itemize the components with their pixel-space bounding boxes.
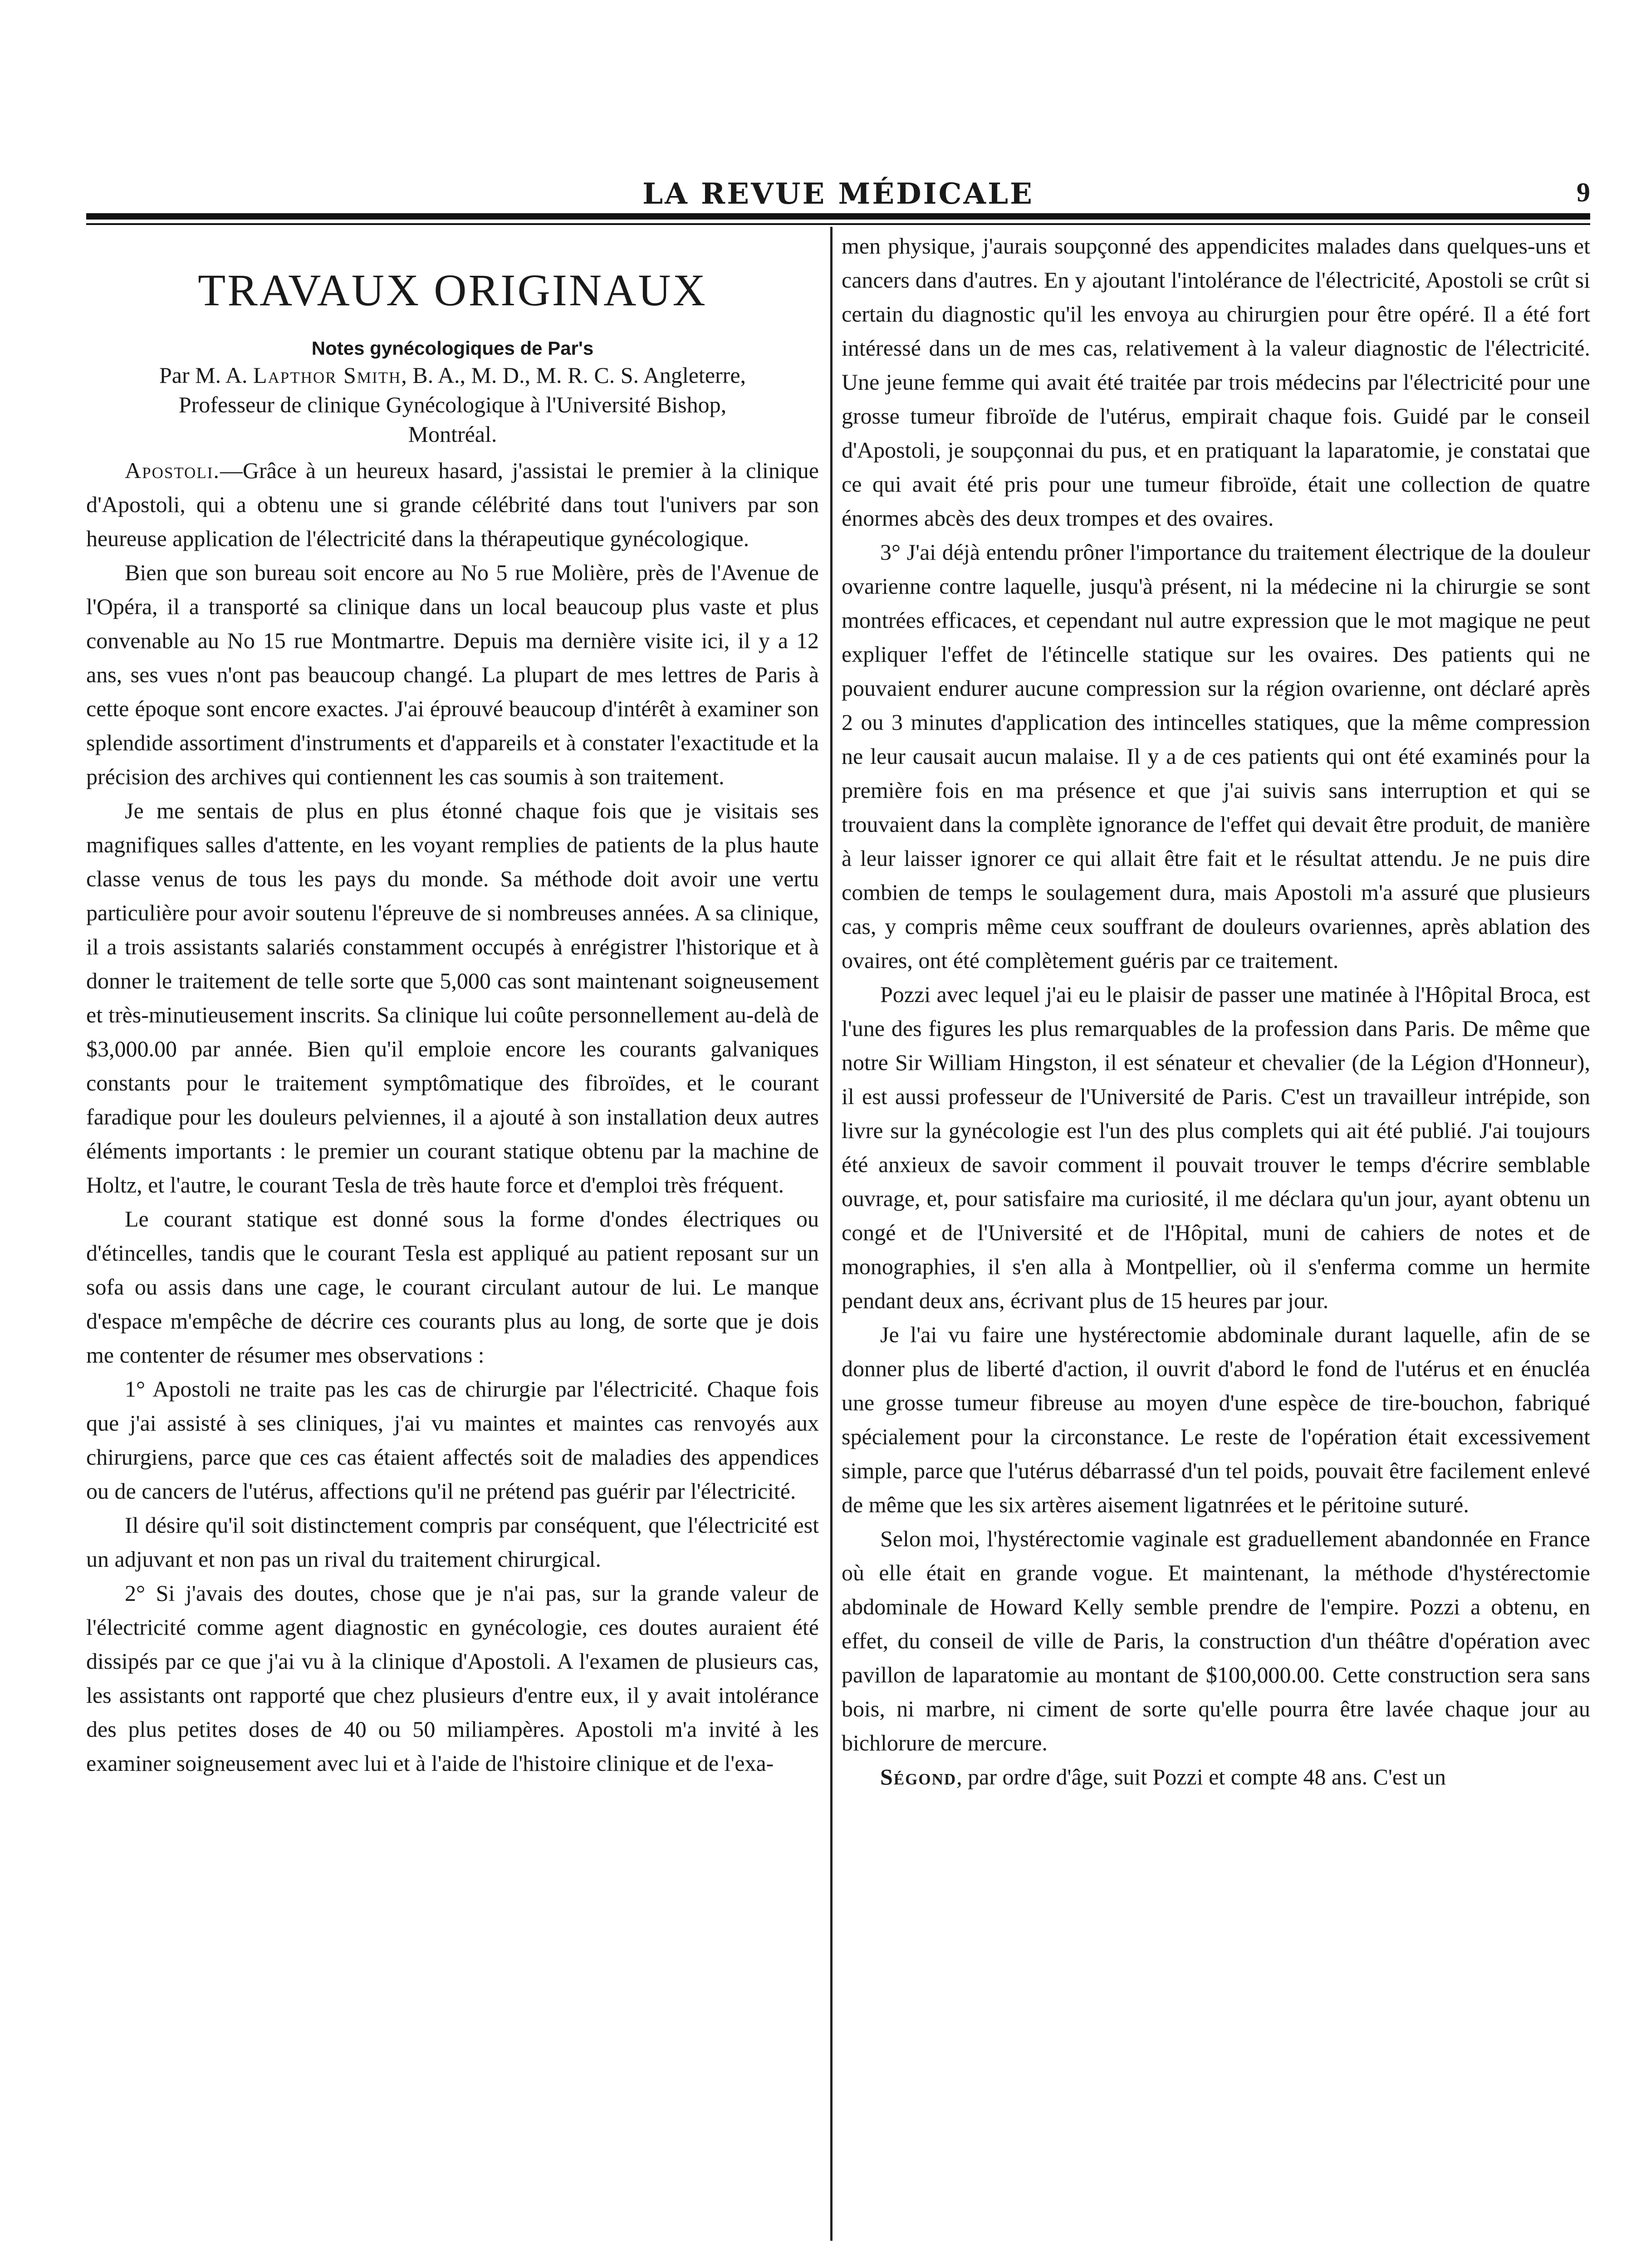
header-rule-thick (86, 213, 1590, 220)
paragraph (86, 454, 819, 556)
paragraph: 1° Apostoli ne traite pas les cas de chirurgie par l'électricité. Chaque fois que j'ai assisté à ses cliniques, j'ai vu maintes et maintes cas renvoyés aux chirurgiens, parce que ces cas étaient affectés soit de maladies des appendices ou de cancers de l'utérus, affections qu'il ne prétend pas guérir par l'électricité. (86, 1376, 819, 1504)
paragraph: Selon moi, l'hystérectomie vaginale est graduellement abandonnée en France où elle était en grande vogue. Et maintenant, la méthode d'hystérectomie abdominale de Howard Kelly semble prendre de l'empire. Pozzi a obtenu, en effet, du conseil de ville de Paris, la construction d'un théâtre d'opération avec pavillon de laparatomie au montant de $100,000.00. Cette construction sera sans bois, ni marbre, ni ciment de sorte qu'elle pourra être lavée chaque jour au bichlorure de mercure. (842, 1526, 1590, 1755)
paragraph: Je l'ai vu faire une hystérectomie abdominale durant laquelle, afin de se donner plus de liberté d'action, il ouvrit d'abord le fond de l'utérus et en énucléa une grosse tumeur fibreuse au moyen d'une espèce de tire-bouchon, fabriqué spécialement pour la circonstance. Le reste de l'opération était excessivement simple, parce que l'utérus débarrassé d'un tel poids, pouvait être facilement enlevé de même que les six artères aisement ligatnrées et le péritoine suturé. (842, 1322, 1590, 1517)
left-column (86, 229, 819, 1780)
byline (86, 361, 819, 390)
paragraph: 2° Si j'avais des doutes, chose que je n'ai pas, sur la grande valeur de l'électricité comme agent diagnostic en gynécologie, ces doutes auraient été dissipés par ce que j'ai vu à la clinique d'Apostoli. A l'examen de plusieurs cas, les assistants ont rapporté que chez plusieurs d'entre eux, il y avait intolérance des plus petites doses de 40 ou 50 miliampères. Apostoli m'a invité à les examiner soigneusement avec lui et à l'aide de l'histoire clinique et de l'exa- (86, 1580, 819, 1776)
paragraph: Le courant statique est donné sous la forme d'ondes électriques ou d'étincelles, tandis que le courant Tesla est appliqué au patient reposant sur un sofa ou assis dans une cage, le courant circulant autour de lui. Le manque d'espace m'empêche de décrire ces courants plus au long, de sorte que je dois me contenter de résumer mes observations : (86, 1206, 819, 1368)
paragraph-text: , par ordre d'âge, suit Pozzi et compte 48 ans. C'est un (956, 1764, 1446, 1789)
author-affiliation: Professeur de clinique Gynécologique à l'Université Bishop, (178, 392, 727, 417)
running-header (86, 177, 1590, 209)
column-divider (830, 227, 833, 2241)
paragraph-lead: Ségond (880, 1764, 957, 1789)
page-number: 9 (1577, 177, 1590, 207)
byline-credentials: , B. A., M. D., M. R. C. S. Angleterre, (401, 362, 746, 388)
paragraph: Il désire qu'il soit distinctement compris par conséquent, que l'électricité est un adjuvant et non pas un rival du traitement chirurgical. (86, 1512, 819, 1572)
paragraph-lead: Apostoli. (125, 458, 220, 483)
paragraph (842, 1760, 1590, 1794)
byline-prefix: Par M. A. (159, 362, 253, 388)
journal-title: LA REVUE MÉDICALE (642, 177, 1034, 211)
author-city: Montréal. (408, 421, 497, 447)
paragraph: Bien que son bureau soit encore au No 5 rue Molière, près de l'Avenue de l'Opéra, il a transporté sa clinique dans un local beaucoup plus vaste et plus convenable au No 15 rue Montmartre. Depuis ma dernière visite ici, il y a 12 ans, ses vues n'ont pas beaucoup changé. La plupart de mes lettres de Paris à cette époque sont encore exactes. J'ai éprouvé beaucoup d'intérêt à examiner son splendide assortiment d'instruments et d'appareils et à constater l'exactitude et la précision des archives qui contiennent les cas soumis à son traitement. (86, 560, 819, 789)
right-column (842, 229, 1590, 1794)
paragraph-text: —Grâce à un heureux hasard, j'assistai le premier à la clinique d'Apostoli, qui a obtenu une si grande célébrité dans tout l'univers par son heureuse application de l'électricité dans la thérapeutique gynécologique. (86, 458, 819, 551)
author-name: Lapthor Smith (253, 362, 402, 388)
article-title: Notes gynécologiques de Par's (311, 337, 594, 359)
section-title: TRAVAUX ORIGINAUX (198, 265, 707, 315)
paragraph: Je me sentais de plus en plus étonné chaque fois que je visitais ses magnifiques salles d'attente, en les voyant remplies de patients de la plus haute classe venus de tous les pays du monde. Sa méthode doit avoir une vertu particulière pour avoir soutenu l'épreuve de si nombreuses années. A sa clinique, il a trois assistants salariés constamment occupés à enrégistrer l'historique et à donner le traitement de telle sorte que 5,000 cas sont maintenant soigneusement et très-minutieusement inscrits. Sa clinique lui coûte personnellement au-delà de $3,000.00 par année. Bien qu'il emploie encore les courants galvaniques constants pour le traitement symptômatique des fibroïdes, et le courant faradique pour les douleurs pelviennes, il a ajouté à son installation deux autres éléments importants : le premier un courant statique obtenu par la machine de Holtz, et l'autre, le courant Tesla de très haute force et d'emploi très fréquent. (86, 798, 819, 1198)
paragraph: Pozzi avec lequel j'ai eu le plaisir de passer une matinée à l'Hôpital Broca, est l'une des figures les plus remarquables de la profession dans Paris. De même que notre Sir William Hingston, il est sénateur et chevalier (de la Légion d'Honneur), il est aussi professeur de l'Université de Paris. C'est un travailleur intrépide, son livre sur la gynécologie est l'un des plus complets qui ait été publié. J'ai toujours été anxieux de savoir comment il pouvait trouver le temps d'écrire semblable ouvrage, et, pour satisfaire ma curiosité, il me déclara qu'un jour, ayant obtenu un congé et de l'Université et de l'Hôpital, muni de cahiers de notes et de monographies, il s'en alla à Montpellier, où il s'enferma comme un hermite pendant deux ans, écrivant plus de 15 heures par jour. (842, 982, 1590, 1313)
paragraph: 3° J'ai déjà entendu prôner l'importance du traitement électrique de la douleur ovarienne contre laquelle, jusqu'à présent, ni la médecine ni la chirurgie se sont montrées efficaces, et cependant nul autre expression que le mot magique ne peut expliquer l'effet de l'étincelle statique sur les ovaires. Des patients qui ne pouvaient endurer aucune compression sur la région ovarienne, ont déclaré après 2 ou 3 minutes d'application des intincelles statiques, que la même compression ne leur causait aucun malaise. Il y a de ces patients qui ont été examinés pour la première fois en ma présence et que j'ai suivis sans interruption et qui se trouvaient dans la complète ignorance de l'effet qui devait être produit, de manière à leur laisser ignorer ce qui allait être fait et le résultat attendu. Je ne puis dire combien de temps le soulagement dura, mais Apostoli m'a assuré que plusieurs cas, y compris même ceux souffrant de douleurs ovariennes, après ablation des ovaires, ont été complètement guéris par ce traitement. (842, 539, 1590, 973)
paragraph: men physique, j'aurais soupçonné des appendicites malades dans quelques-uns et cancers dans d'autres. En y ajoutant l'intolérance de l'électricité, Apostoli se crût si certain du diagnostic qu'il les envoya au chirurgien pour être opéré. Il a été fort intéressé dans un de mes cas, relativement à la valeur diagnostic de l'électricité. Une jeune femme qui avait été traitée par trois médecins par l'électricité pour une grosse tumeur fibroïde de l'utérus, empirait chaque fois. Guidé par le conseil d'Apostoli, je soupçonnai du pus, et en pratiquant la laparatomie, je constatai que ce qui avait été pris pour une tumeur fibroïde, était une collection de quatre énormes abcès des deux trompes et des ovaires. (842, 233, 1590, 531)
header-rule-thin (86, 223, 1590, 225)
